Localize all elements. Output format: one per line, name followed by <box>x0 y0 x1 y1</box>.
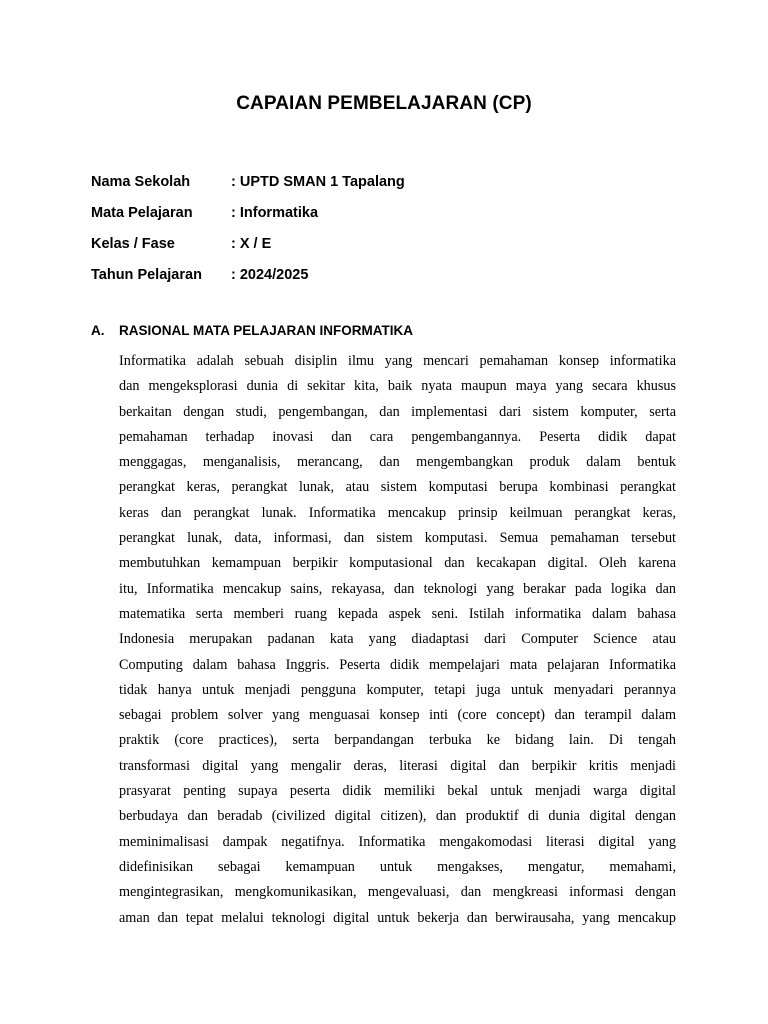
paragraph-line: Indonesia merupakan padanan kata yang diadaptasi dari Computer Science atau <box>119 631 676 648</box>
paragraph-line: praktik (core practices), serta berpandangan terbuka ke bidang lain. Di tengah <box>119 732 676 749</box>
paragraph-line: pemahaman terhadap inovasi dan cara pengembangannya. Peserta didik dapat <box>119 428 676 445</box>
paragraph-line: Computing dalam bahasa Inggris. Peserta didik mempelajari mata pelajaran Informatika <box>119 656 676 673</box>
paragraph-line: berbudaya dan beradab (civilized digital citizen), dan produktif di dunia digital dengan <box>119 808 676 825</box>
paragraph-line: sebagai problem solver yang menguasai konsep inti (core concept) dan terampil dalam <box>119 707 676 724</box>
paragraph-line: menggagas, menganalisis, merancang, dan mengembangkan produk dalam bentuk <box>119 454 676 471</box>
paragraph-line: matematika serta memberi ruang kepada aspek seni. Istilah informatika dalam bahasa <box>119 605 676 622</box>
paragraph-line: berkaitan dengan studi, pengembangan, dan implementasi dari sistem komputer, serta <box>119 403 676 420</box>
paragraph-line: transformasi digital yang mengalir deras, literasi digital dan berpikir kritis menjadi <box>119 757 676 774</box>
info-row-school <box>91 166 405 197</box>
document-title: CAPAIAN PEMBELAJARAN (CP) <box>236 93 532 114</box>
info-label: Kelas / Fase <box>91 235 175 252</box>
paragraph-line: perangkat keras, perangkat lunak, atau sistem komputasi berupa kombinasi perangkat <box>119 479 676 496</box>
paragraph-line: didefinisikan sebagai kemampuan untuk mengakses, mengatur, memahami, <box>119 858 676 875</box>
info-value: : 2024/2025 <box>231 266 309 283</box>
paragraph-line: itu, Informatika mencakup sains, rekayasa, dan teknologi yang berakar pada logika dan <box>119 580 676 597</box>
info-table <box>91 166 405 290</box>
info-value: : X / E <box>231 235 272 252</box>
paragraph-line: Informatika adalah sebuah disiplin ilmu yang mencari pemahaman konsep informatika <box>119 353 676 369</box>
info-row-year <box>91 259 405 290</box>
paragraph-line: prasyarat penting supaya peserta didik memiliki bekal untuk menjadi warga digital <box>119 783 676 800</box>
info-value: : UPTD SMAN 1 Tapalang <box>231 173 405 190</box>
section-heading-text: RASIONAL MATA PELAJARAN INFORMATIKA <box>119 323 413 338</box>
info-row-subject <box>91 197 405 228</box>
paragraph-line: mengintegrasikan, mengkomunikasikan, mengevaluasi, dan mengkreasi informasi dengan <box>119 884 676 901</box>
paragraph-line: keras dan perangkat lunak. Informatika mencakup prinsip keilmuan perangkat keras, <box>119 504 676 521</box>
section-heading <box>91 322 413 340</box>
info-value: : Informatika <box>231 204 319 221</box>
paragraph-line: membutuhkan kemampuan berpikir komputasional dan kecakapan digital. Oleh karena <box>119 555 676 572</box>
paragraph-line: aman dan tepat melalui teknologi digital untuk bekerja dan berwirausaha, yang mencakup <box>119 909 676 926</box>
info-label: Nama Sekolah <box>91 173 191 190</box>
paragraph-line: meminimalisasi dampak negatifnya. Informatika mengakomodasi literasi digital yang <box>119 833 676 850</box>
info-label: Tahun Pelajaran <box>91 266 202 283</box>
body-paragraph <box>119 349 676 931</box>
info-label: Mata Pelajaran <box>91 204 193 221</box>
paragraph-line: tidak hanya untuk menjadi pengguna komputer, tetapi juga untuk menyadari perannya <box>119 681 676 698</box>
paragraph-line: dan mengeksplorasi dunia di sekitar kita, baik nyata maupun maya yang secara khusus <box>119 378 676 395</box>
info-row-class <box>91 228 405 259</box>
section-letter: A. <box>91 323 105 338</box>
paragraph-line: perangkat lunak, data, informasi, dan sistem komputasi. Semua pemahaman tersebut <box>119 530 676 547</box>
